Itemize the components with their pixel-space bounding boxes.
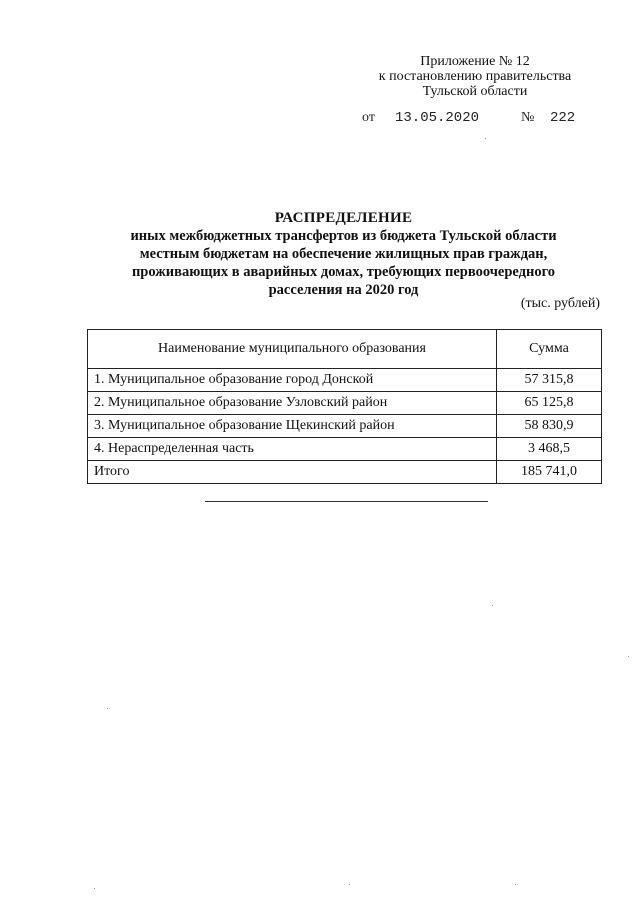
row-name: 1. Муниципальное образование город Донской [88, 369, 497, 392]
number-prefix: № [521, 110, 535, 125]
row-name: 3. Муниципальное образование Щекинский район [88, 415, 497, 438]
total-amount: 185 741,0 [497, 461, 602, 484]
decree-date: 13.05.2020 [395, 110, 480, 126]
title-heading: РАСПРЕДЕЛЕНИЕ [274, 210, 413, 226]
title-line-3: проживающих в аварийных домах, требующих первоочередного [131, 264, 556, 280]
table-total-row [88, 461, 602, 484]
appendix-region: Тульской области [422, 84, 528, 99]
decree-number: 222 [550, 110, 576, 126]
row-name: 4. Нераспределенная часть [88, 438, 497, 461]
scan-speck [515, 884, 516, 885]
scan-speck [107, 708, 108, 709]
scan-speck [94, 888, 95, 889]
table-row [88, 438, 602, 461]
row-amount: 65 125,8 [497, 392, 602, 415]
table-row [88, 415, 602, 438]
column-header-amount: Сумма [497, 330, 602, 369]
row-amount: 58 830,9 [497, 415, 602, 438]
title-line-4: расселения на 2020 год [268, 282, 419, 298]
appendix-decree: к постановлению правительства [378, 69, 572, 84]
title-line-2: местным бюджетам на обеспечение жилищных прав граждан, [139, 246, 548, 262]
scan-speck [349, 884, 350, 885]
date-prefix: от [362, 110, 375, 125]
row-name: 2. Муниципальное образование Узловский район [88, 392, 497, 415]
table-row [88, 392, 602, 415]
scan-speck [492, 605, 493, 606]
column-header-name: Наименование муниципального образования [88, 330, 497, 369]
scan-speck [628, 656, 629, 657]
units-label: (тыс. рублей) [520, 296, 600, 311]
distribution-table [87, 329, 602, 484]
appendix-block [340, 54, 610, 99]
scan-speck [485, 138, 486, 139]
title-line-1: иных межбюджетных трансфертов из бюджета Тульской области [130, 228, 557, 244]
row-amount: 57 315,8 [497, 369, 602, 392]
table-header-row [88, 330, 602, 369]
appendix-title: Приложение № 12 [420, 54, 530, 69]
total-label: Итого [88, 461, 497, 484]
table-row [88, 369, 602, 392]
document-title [80, 209, 607, 299]
closing-divider [205, 501, 488, 502]
row-amount: 3 468,5 [497, 438, 602, 461]
